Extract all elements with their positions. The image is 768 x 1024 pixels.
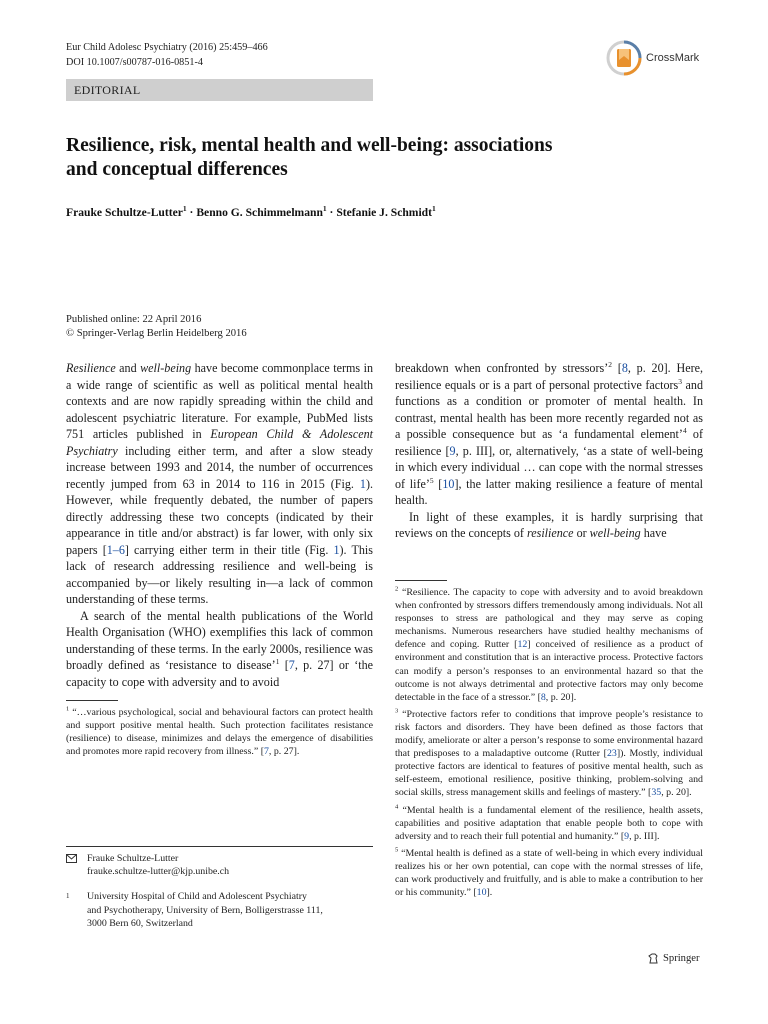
title-line-2: and conceptual differences [66,159,288,180]
contact-email[interactable]: frauke.schultze-lutter@kjp.unibe.ch [87,866,230,878]
reference-link[interactable]: 7 [288,658,295,672]
footnote-marker[interactable]: 4 [682,425,687,435]
text-run: , p. 27] or ‘the capacity to cope with adversity and to avoid [66,658,373,689]
footnote-marker[interactable]: 3 [678,376,683,386]
affiliation-address: University Hospital of Child and Adolescent Psychiatry and Psychotherapy, University of Bern, Bolligerstrasse 111, 3000 Bern 60, Switzerland [87,891,323,929]
text-run: “Protective factors refer to conditions that improve people’s resistance to risk factors and disorders. They have been defined as those factors that modify, ameliorate or alter a person’s response to some environmental hazard that predisposes to a maladaptive outcome (Rutter [ [395,708,703,760]
reference-link[interactable]: 7 [263,746,269,758]
footnote-3 [395,708,703,800]
footnote-2 [395,586,703,704]
text-run: breakdown when confronted by stressors’ [395,361,609,375]
text-run: ]. [486,887,493,899]
envelope-icon [66,854,77,863]
text-run: [ [612,361,622,375]
copyright-line: © Springer-Verlag Berlin Heidelberg 2016 [66,328,247,339]
reference-link[interactable]: 8 [540,691,546,703]
text-run: ] conceived of resilience as a product of environment and constitution that is an interactive process. Protective factors can modify a person’s responses to an environmental hazard so that the outcome is not always detrimental and protective factors may only become detectable in the face of a stressor.” [ [395,639,703,703]
text-run: ]). Mostly, individual protective factors are identical to features of positive mental health, such as self-esteem, emotional resilience, positive thinking, problem-solving and social skills, stress management skills and feelings of mastery.” [ [395,748,704,799]
body-paragraph [66,360,373,608]
body-paragraph [395,360,703,509]
footnote-marker[interactable]: 5 [395,846,399,854]
crossmark-badge[interactable] [606,40,699,76]
text-run: , p. III]. [629,830,660,842]
italic-term: resilience [526,526,574,540]
publication-info [66,313,247,341]
footnote-4 [395,804,703,843]
crossmark-icon [606,40,642,76]
reference-link[interactable]: 23 [606,748,617,760]
article-title [66,134,706,182]
footnote-marker[interactable]: 5 [429,475,434,485]
contact-name: Frauke Schultze-Lutter [87,853,179,864]
reference-link[interactable]: 12 [517,639,528,651]
text-run: In light of these examples, it is hardly surprising that reviews on the concepts of [395,509,703,540]
right-column [395,360,703,542]
text-run: ). However, while frequently debated, the number of papers directly addressing these two concepts (indicated by their appearance in title and/or abstract) is far lower, with only six papers [ [66,476,373,557]
text-run: including either term, and after a slow steady increase between 1993 and 2014, the number of occurrences recently jumped from 63 in 2014 to 116 in 2015 (Fig. [66,443,373,491]
text-run: [ [433,476,443,491]
footnote-marker[interactable]: 1 [66,705,70,713]
title-line-1: Resilience, risk, mental health and well-being: associations [66,135,553,156]
reference-link[interactable]: 1 [359,476,366,491]
text-run: “Resilience. The capacity to cope with adversity and to avoid breakdown when confronted by stressors differs tremendously among individuals. Not all responses to stress are pathological and they may serve as coping mechanisms. Numerous researchers have studied healthy mechanisms of defence and coping. Rutter [ [395,587,703,651]
contact-block [66,846,373,930]
springer-horse-icon [647,952,660,965]
footnote-5 [395,847,703,899]
text-run: of resilience [ [395,427,703,458]
footnote-marker[interactable]: 2 [395,585,399,593]
affiliation-marker: 1 [66,892,70,901]
author-3[interactable]: Stefanie J. Schmidt$^1$ [336,204,436,219]
reference-link[interactable]: 9 [449,443,456,458]
text-run: ], the latter making resilience a feature of mental health. [395,476,703,507]
text-run: [ [279,658,289,672]
left-footnotes [66,700,373,762]
right-footnotes [395,580,703,903]
text-run: , p. 20]. Here, resilience equals or is a part of personal protective factors [395,361,703,392]
footnote-marker[interactable]: 1 [275,656,280,666]
reference-link[interactable]: 8 [621,361,628,375]
footnote-1 [66,706,373,758]
reference-link[interactable]: 9 [624,830,630,842]
published-date: Published online: 22 April 2016 [66,314,202,325]
left-column [66,360,373,690]
text-run: “…various psychological, social and behavioural factors can protect health and support positive mental health. Such protection facilitates resistance (resilience) to disease, minimizes and delays the emergence of disabilities and promotes more rapid recovery from illness.” [ [66,707,373,758]
text-run: A search of the mental health publications of the World Health Organisation (WHO) exemplifies this lack of common understanding of these terms. In the early 2000s, resilience was broadly defined as ‘resistance to disease’ [66,608,373,672]
body-paragraph [66,608,373,691]
contact-rule [66,846,373,847]
text-run: , p. III], or, alternatively, ‘as a state of well-being in which every individual … can cope with the normal stresses of life’ [395,443,703,491]
reference-link[interactable]: 10 [442,476,455,491]
reference-link[interactable]: 10 [476,887,487,899]
text-run: have [640,526,667,540]
footnote-marker[interactable]: 2 [608,359,612,369]
publisher-footer [647,952,699,965]
body-paragraph [395,509,703,542]
italic-term: Resilience [66,361,116,375]
text-run: and [115,361,141,375]
text-run: , p. 20]. [545,691,577,703]
author-list [66,204,706,219]
text-run: “Mental health is a fundamental element of the resilience, health assets, capabilities and positive adaptation that enable people both to cope with adversity and to reach their full potential and humanity.” [ [395,804,703,842]
footnote-marker[interactable]: 3 [395,707,399,715]
reference-link[interactable]: 1 [333,542,340,557]
text-run: , p. 27]. [268,746,300,758]
author-2[interactable]: Benno G. Schimmelmann$^1$ · [196,204,337,219]
section-label: EDITORIAL [66,79,373,101]
text-run: ] carrying either term in their title (Fig. [124,542,334,557]
text-run: ). This lack of research addressing resilience and well-being is accompanied by—or likely resulting in—a lack of common understanding of these terms. [66,542,373,606]
text-run: , p. 20]. [661,787,692,799]
text-run: and functions as a condition or promoter of mental health. In contrast, mental health has been more recently regarded not as a possible consequence but as ‘a fundamental element’ [395,377,703,441]
italic-term: European Child & Adolescent Psychiatry [66,427,373,458]
italic-term: well-being [589,526,641,540]
doi-line[interactable]: DOI 10.1007/s00787-016-0851-4 [66,57,203,68]
reference-link[interactable]: 1–6 [106,542,125,557]
author-1[interactable]: Frauke Schultze-Lutter$^1$ · [66,204,197,219]
footnote-marker[interactable]: 4 [395,803,399,811]
text-run: or [573,526,590,540]
reference-link[interactable]: 35 [651,787,662,799]
journal-citation: Eur Child Adolesc Psychiatry (2016) 25:459–466 [66,42,268,53]
text-run: have become commonplace terms in a wide range of scientific as well as political mental health contexts and are now rapidly spreading within the child and adolescent psychiatric literature. For example, PubMed lists 751 articles published in [66,361,373,441]
text-run: “Mental health is defined as a state of well-being in which every individual realizes his or her own potential, can cope with the normal stresses of life, can work productively and fruitfully, and is able to make a contribution to her or his community.” [ [395,847,703,899]
italic-term: well-being [140,361,192,375]
publisher-name: Springer [663,953,700,964]
crossmark-label: CrossMark [646,52,700,64]
